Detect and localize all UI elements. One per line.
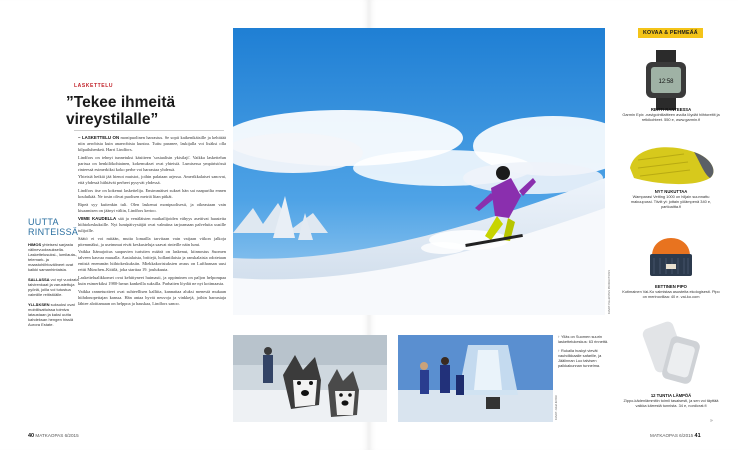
article-title: ”Tekee ihmeitä vireystilalle” [66, 94, 176, 128]
product-column [622, 28, 722, 423]
body-paragraph: – LASKETTELU ON monipuolinen harrastus. Se sopii kaikenikäisille ja kehittää niin aerobista kuin anaerobista kuntoa. Tuttu paranee, laskijalla voi lisäksi olla kilpailuhenkeä. Harri Lindfors. [78, 135, 226, 152]
svg-text:12:58: 12:58 [658, 79, 674, 85]
body-paragraph: Laskettelualikkomet ovat kehittyneet huimasti, ja oppiminen on paljon helpompaa kuin esimerkiksi 1980-luvun kankeilla suksilla. Parhaiten löydät ne nyt kotimaasta. [78, 275, 226, 286]
sidebar-item: YLLÄKSEN suksuksi ovat mobiilisattuissa toimiva lataustaan ja kaksi uutta kahdeksan hengen hissiä Aurora Estate. [28, 302, 75, 327]
title-divider [74, 130, 224, 131]
body-paragraph: Vaikka rannetuotteet ovat suhteellisen kalliita, kannattaa aluksi menestä mukaan hiihdonopettajan kanssa. Hän antaa hyvät neuvoja ja vinkkejä, joihin harrastaja lähtee aloittamaan on helppoa ja hauskaa, Lindfors sanoo. [78, 288, 226, 306]
photo-credit: KUVAT: PALJASTEN PRODUCTIONS [608, 270, 611, 314]
next-page-arrow: » [710, 418, 713, 424]
sidebar-item: HIMOS yhteisesi sarjasta välinevuokrauksella. Laskettelusuksi-, lumilauta-, telemark- ja maastohiihtovälineet ovat kaikki samanhintaisia. [28, 242, 78, 272]
body-paragraph: Lindfors itse on kokenut laskettelija. Ensimmäiset sukset hän sai naapurilta ennen kouluikää. Ne tosin olivat puolisen metriä liian pitkät. [78, 188, 226, 200]
section-tag: LASKETTELU [74, 83, 114, 89]
hero-ski-photo [233, 28, 605, 315]
product-beanie: EETTINEN PIPO Kotimainen Vai-Ko valmistaa asusteita ekologisesti. Pipo on merinovillaa: 40 e. vai-ko.com [622, 284, 720, 299]
body-paragraph: VIIME KAUDELLA sää ja venäläisten matkailijoiden vähyys asettivat haasteita hiihtokeskuksille. Nyt lumipäivystäjät ovat valmiina tarjoamaan palveluita uusille tulijoille. [78, 215, 226, 233]
ice-castle-illustration [398, 335, 553, 422]
ice-castle-photo [398, 335, 553, 422]
folio-left: 40 MATKAOPAS 6/2015 [28, 433, 79, 439]
product-watch: REITTI RANTEESSA Garmin Epix -navigointilaitteen avulla löydät hiihtoreitit ja retkikohteet. 550 e, www.garmin.fi [622, 107, 720, 122]
body-paragraph: Lindfors on tehnyt tunnetuksi käsitteen 'sosiaalisin ykisilaji'. Vaikka laskettelun parissa on henkilökohtainen, kokemukset ovat yhteisiä. Lumisessa ympäristössä rinteessä esimerkiksi koko perhe voi harrastaa yhdessä. [78, 154, 226, 172]
product-hand-warmer: 12 TUNTIA LÄMPÖÄ Zippo-kädenlämmitin toimii tasaisesti, ja sen voi täyttää vaikka kärrestä tunnista. 34 e, nordicrat.fi [623, 393, 719, 408]
body-paragraph: Yhteisiä hetkiä jää hienot muistot, joihin palataan arjessa. Amerikkalaiset sanovat, että yhdessä hiihtävät perheet pysyvät yhdessä. [78, 174, 226, 186]
caption: ↑ Ylläs on Suomen suurin laskettelukeskus: 63 rinnettä. [558, 334, 609, 344]
sidebar-box [28, 218, 84, 332]
photo-captions [558, 335, 616, 372]
body-column-1 [78, 135, 226, 309]
folio-right: MATKAOPAS 6/2015 41 [650, 433, 701, 439]
gps-watch-image [642, 50, 690, 110]
product-sleeping-bag: NYT NUKUTTAA Wamparasi Vetting 1000 on hiljain suunnattu makuupussi. Tiiviit yt: jottain yölämpenä 340 e, partioaitta.fi [630, 189, 712, 209]
product-badge: KOVAA & PEHMEÄÄ [638, 28, 703, 38]
sidebar-heading: UUTTA RINTEISSÄ [28, 217, 79, 237]
small-photo-credit: KUVAT: JUHA KOSKI [555, 395, 558, 420]
body-paragraph: Säätö ei voi mitään, mutta lomailla tarvitaan vain vaijaan viikon jalkoja pitemmäksi, ja useimmat eivät keskusteluja saavat rinteille näin lumi. [78, 235, 226, 247]
body-paragraph: Vaikka Itämajoitus saapuvien turistien määrä on laskenut, kiinnostus Suomen talveen kasvaa muualla. Aasialaista, brittejä, hollantilaisia ja ranskalaisia odotetaan entistä enemmän hiihtokeskuksiin. Miekkakoristuksien avaus on Lufthansan uusi reitti München–Kittilä, joka starttaa 19. joulukuuta. [78, 249, 226, 273]
hand-warmer-image [640, 318, 702, 388]
sleeping-bag-image [624, 138, 720, 188]
husky-illustration [233, 335, 387, 422]
husky-photo [233, 335, 387, 422]
skier-illustration [233, 28, 605, 315]
body-paragraph: Ripeä syy kuitenkin tuli. Olen laskenut monipuolisesti, ja oikeastaan vain kisaamisen on jäänyt väliin, Lindfors kertoo. [78, 202, 226, 213]
sidebar-item: SALLASSA voi nyt vuokrata talvirenkaat ja varustettuja pyöriä, joilla voi tutustua valmiille reitistöälle. [28, 277, 79, 297]
beanie-image [646, 224, 696, 282]
caption: ↑ Rukalla huskyt vievät vauhdikkaalle safarille, ja Jäälinnan Luo talvisen paikkakunnan tunnelma. [558, 347, 602, 368]
